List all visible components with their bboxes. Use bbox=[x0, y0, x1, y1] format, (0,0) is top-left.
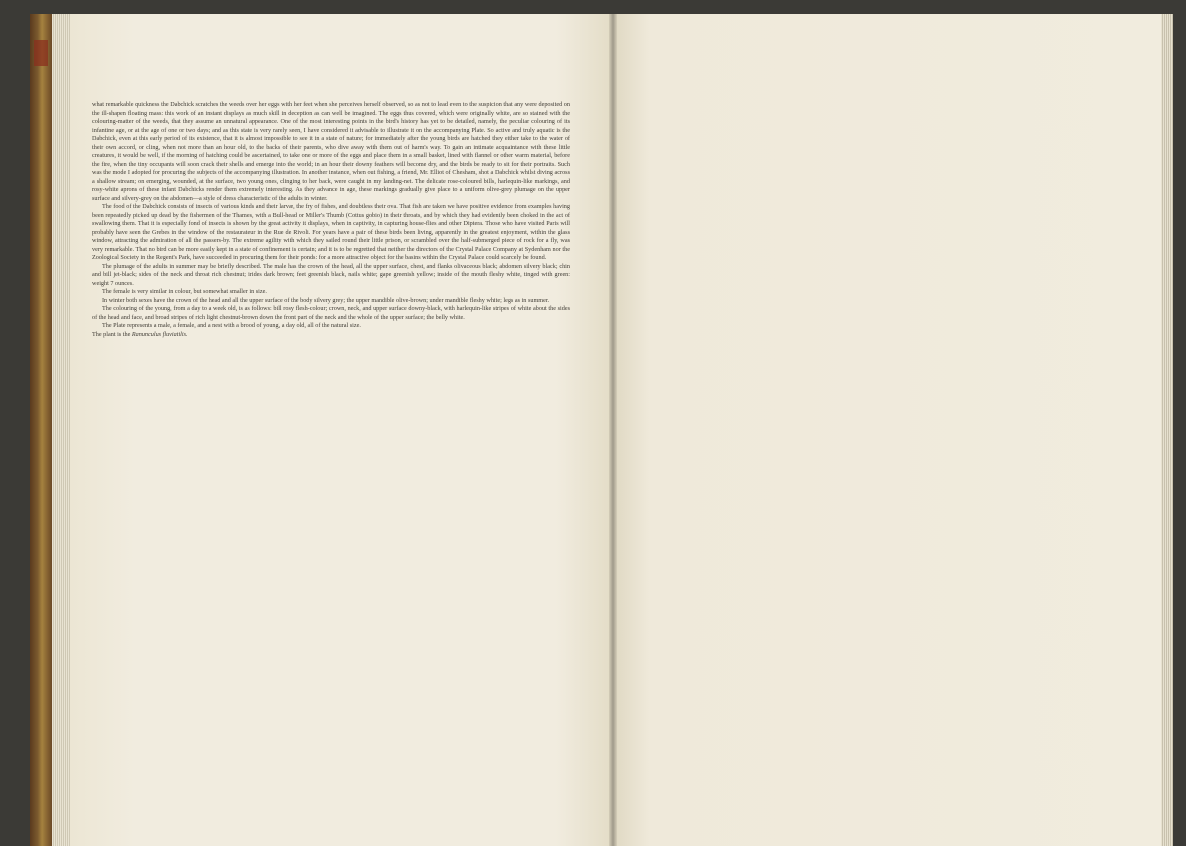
paragraph: The colouring of the young, from a day to a week old, is as follows: bill rosy flesh-colour; crown, neck, and upper surface downy-black, with harlequin-like stripes of white about the sides of the head and face, and broad stripes of rich light chestnut-brown down the front part of the neck and the whole of the upper surface; the belly white. bbox=[92, 305, 570, 321]
paragraph: The Plate represents a male, a female, and a nest with a brood of young, a day old, all of the natural size. bbox=[102, 322, 361, 329]
book-spine bbox=[30, 14, 52, 846]
plant-name: Ranunculus fluviatilis. bbox=[131, 330, 188, 338]
body-text bbox=[92, 101, 570, 339]
paragraph: In winter both sexes have the crown of the head and all the upper surface of the body silvery grey; the upper mandible olive-brown; under mandible fleshy white; legs as in summer. bbox=[102, 296, 550, 304]
paragraph: The food of the Dabchick consists of insects of various kinds and their larvæ, the fry of fishes, and doubtless their ova. That fish are taken we have positive evidence from examples having been repeatedly picked up dead by the fishermen of the Thames, with a Bull-head or Miller's Thumb (Cottus gobio) in their throats, and by which they had evidently been choked in the act of swallowing them. That it is especially fond of insects is shown by the great activity it displays, when in captivity, in capturing house-flies and other Diptera. Those who have visited Paris will probably have seen the Grebes in the window of the restaurateur in the Rue de Rivoli. For years have a pair of these birds been living, apparently in the greatest enjoyment, within the glass window, attracting the admiration of all the passers-by. The extreme agility with which they sailed round their little prison, or scrambled over the half-submerged piece of rock for a fly, was very remarkable. That no bird can be more easily kept in a state of confinement is certain; and it is to be regretted that neither the directors of the Crystal Palace Company at Sydenham nor the Zoological Society in the Regent's Park, have succeeded in procuring them for their ponds: for a more attractive object for the basins within the Crystal Palace could scarcely be found. bbox=[92, 203, 570, 261]
book-gutter bbox=[609, 14, 617, 846]
page-stack-left bbox=[52, 14, 70, 846]
paragraph: The female is very similar in colour, but somewhat smaller in size. bbox=[102, 288, 267, 295]
plant-line-prefix: The plant is the bbox=[92, 330, 132, 338]
spine-label-mark bbox=[34, 40, 48, 66]
plant-line bbox=[92, 331, 570, 340]
page-stack-right bbox=[1161, 14, 1173, 846]
paragraph: what remarkable quickness the Dabchick scratches the weeds over her eggs with her feet when she perceives herself observed, so as not to lead even to the suspicion that any were deposited on the ill-shapen floating mass: this work of an instant displays as much skill in deception as can well be imagined. The eggs thus covered, which were originally white, are so stained with the colouring-matter of the weeds, that they assume an unnatural appearance. One of the most interesting points in the bird's history has yet to be detailed, namely, the peculiar colouring of its infantine age, or at the age of one or two days; and as this state is very rarely seen, I have considered it advisable to illustrate it on the accompanying Plate. So active and truly aquatic is the Dabchick, even at this early period of its existence, that it is almost impossible to see it in a state of nature; for immediately after the young birds are hatched they either take to the water of their own accord, or cling, when not more than an hour old, to the backs of their parents, who dive away with them out of harm's way. To gain an intimate acquaintance with these little creatures, it would be well, if the morning of hatching could be ascertained, to take one or more of the eggs and place them in a small basket, lined with flannel or other warm material, before the fire, when the tiny occupants will soon crack their shells and emerge into the world; in an hour their downy feathers will become dry, and the birds be ready to sit for their portraits. Such was the mode I adopted for procuring the subjects of the accompanying illustration. In another instance, when out fishing, a friend, Mr. Elliot of Chesham, shot a Dabchick whilst diving across a shallow stream; on emerging, wounded, at the surface, two young ones, clinging to her back, were caught in my landing-net. The delicate rose-coloured bills, harlequin-like markings, and rosy-white aprons of these infant Dabchicks render them extremely interesting. As they advance in age, these markings gradually give place to a uniform olive-grey plumage on the upper surface and silvery-grey on the abdomen—a style of dress characteristic of the adults in winter. bbox=[92, 101, 570, 202]
right-page-blank bbox=[617, 14, 1161, 846]
paragraph: The plumage of the adults in summer may be briefly described. The male has the crown of the head, all the upper surface, chest, and flanks olivaceous black; abdomen silvery black; chin and bill jet-black; sides of the neck and throat rich chestnut; irides dark brown; feet greenish black, nails white; gape greenish yellow; inside of the mouth fleshy white, tinged with green: weight 7 ounces. bbox=[92, 262, 570, 287]
